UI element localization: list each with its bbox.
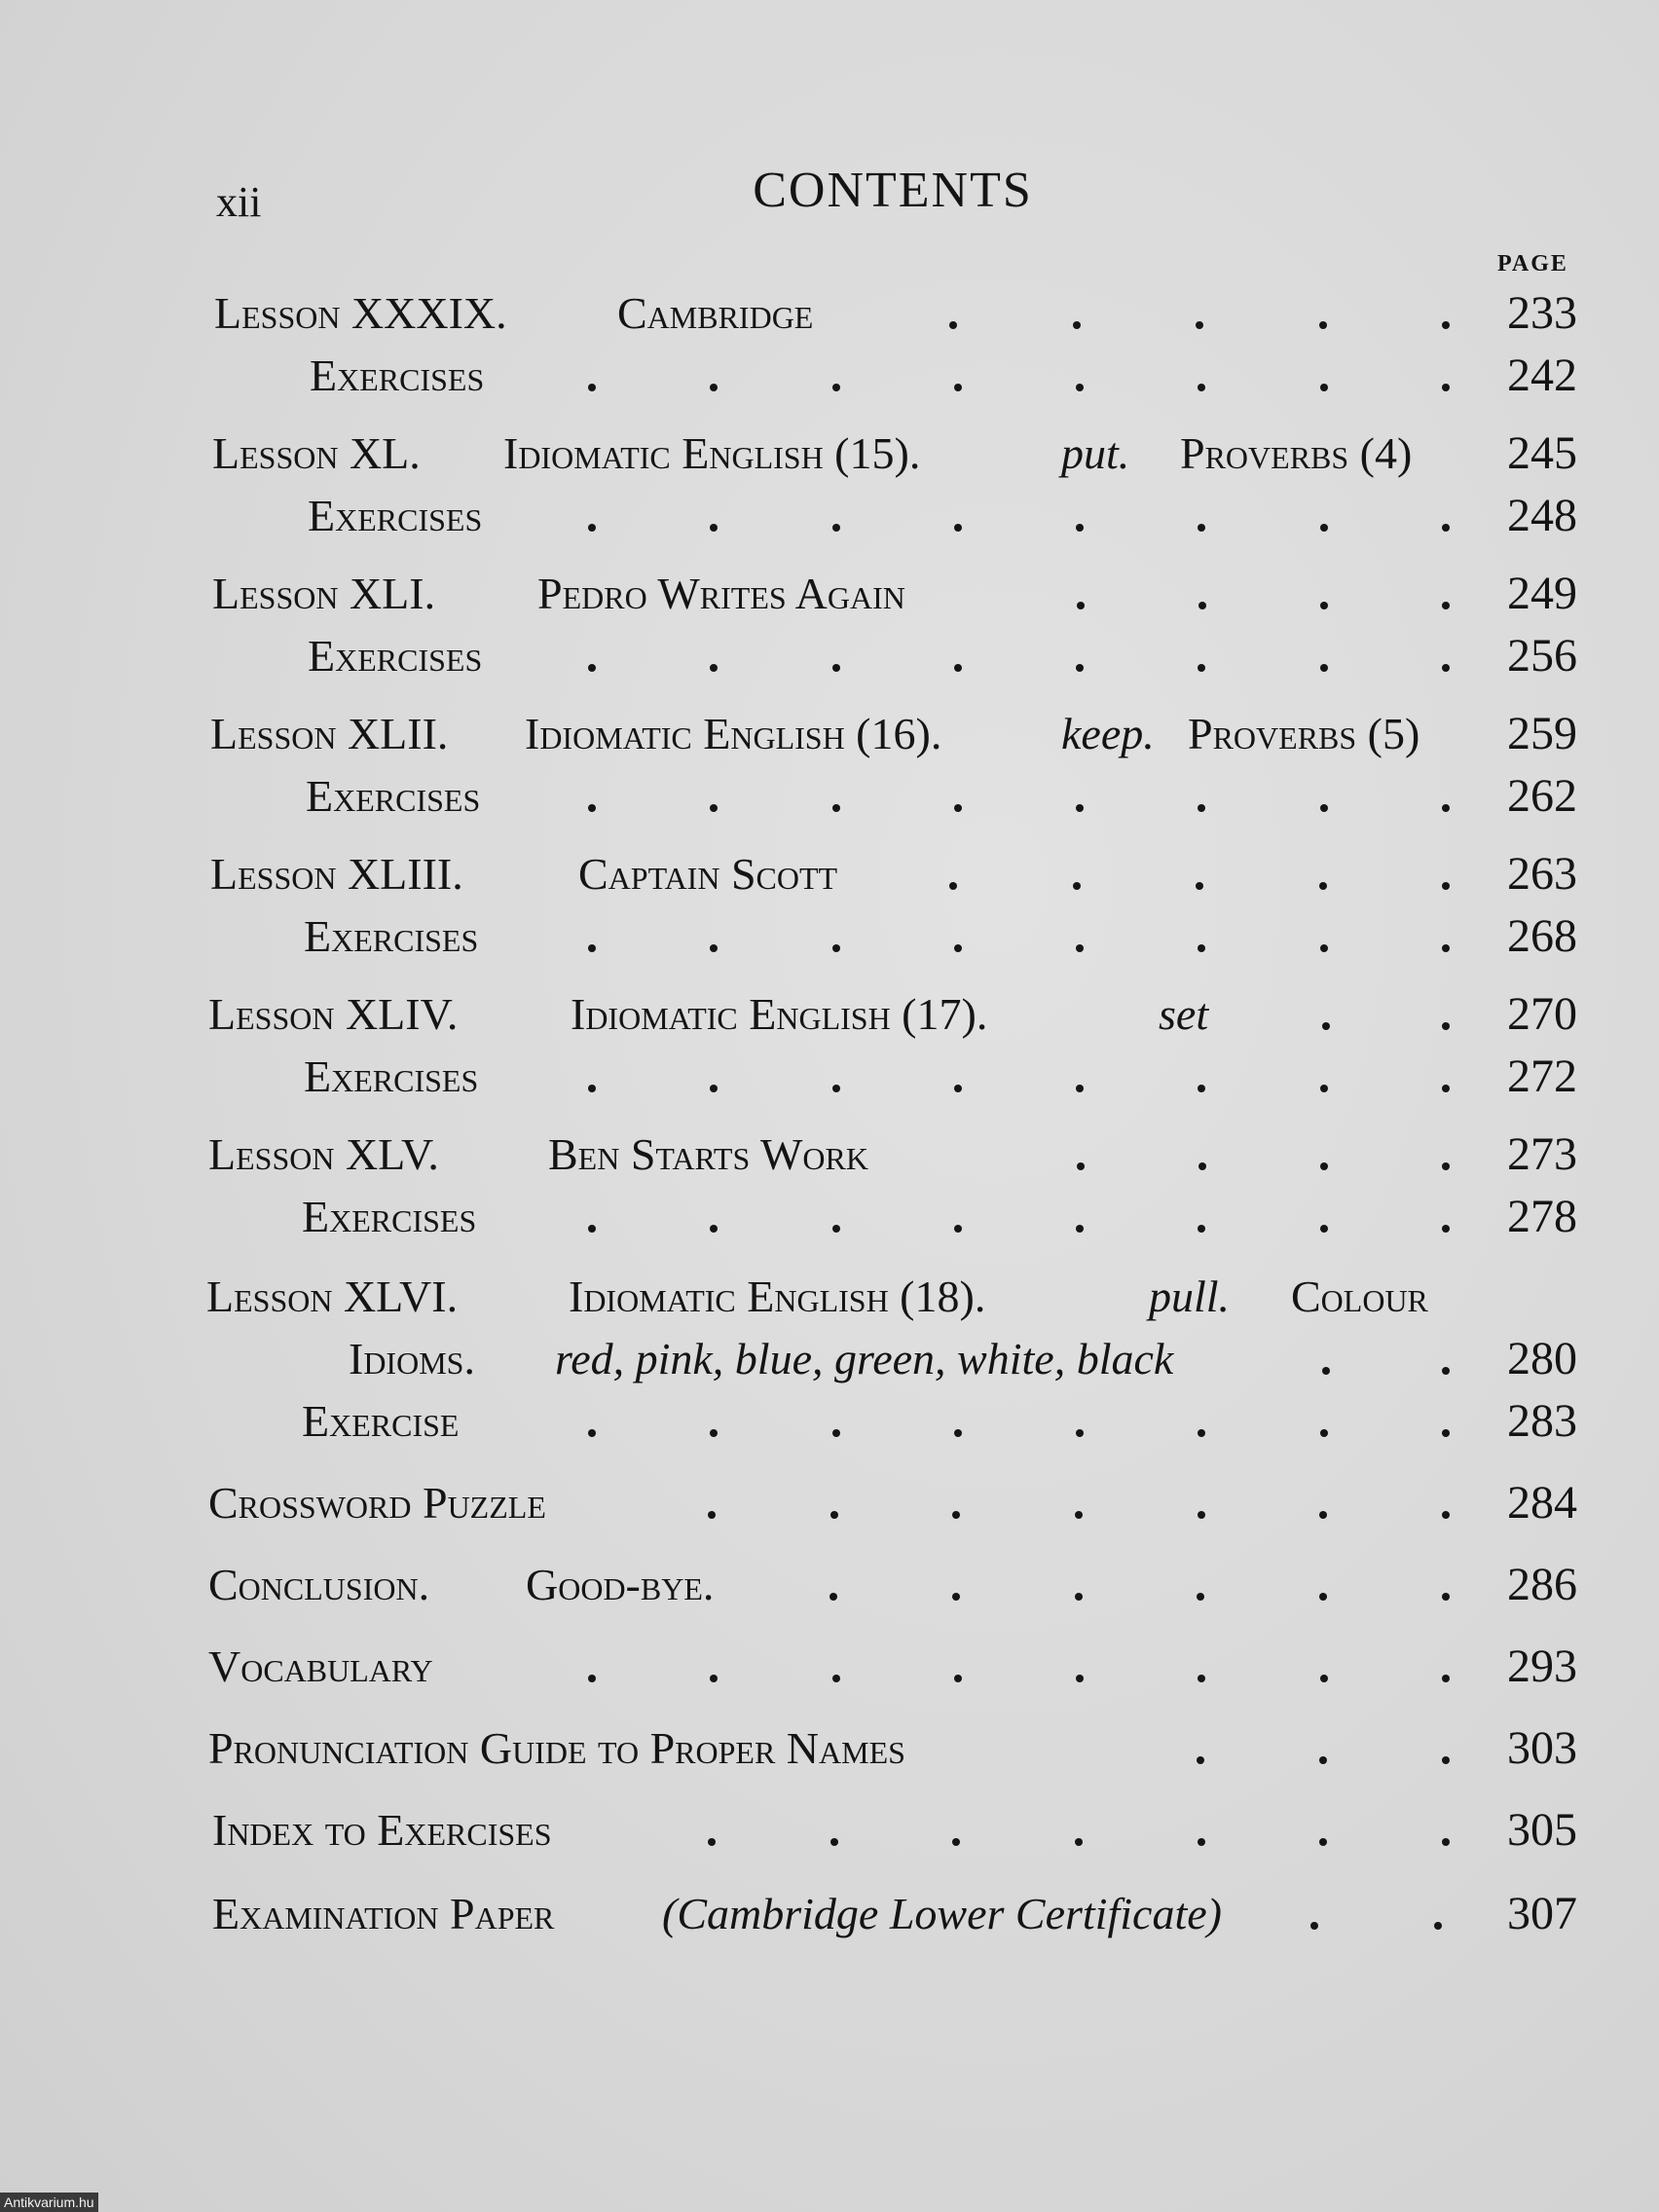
toc-entry-exercise [0, 1392, 1659, 1451]
dot-leader [588, 627, 1450, 685]
entry-title: Exercises [308, 491, 483, 540]
entry-lesson-number: Lesson XL. [212, 428, 421, 478]
dot-leader [1077, 1125, 1450, 1184]
toc-entry-exercises [0, 627, 1659, 685]
entry-lesson-number: Lesson XLVI. [206, 1272, 459, 1321]
entry-title: Examination Paper [212, 1889, 555, 1938]
entry-keyword: keep. [1061, 709, 1155, 758]
entry-lesson-number: Lesson XLI. [212, 569, 436, 618]
page-title: CONTENTS [753, 163, 1033, 218]
toc-entry-exercises [0, 767, 1659, 826]
dot-leader [588, 907, 1450, 966]
toc-entry-vocabulary [0, 1638, 1659, 1696]
dot-leader [588, 1188, 1450, 1246]
dot-leader [1310, 1885, 1442, 1943]
entry-page: 293 [1507, 1641, 1577, 1692]
toc-entry-lesson-46-continued [0, 1330, 1659, 1388]
entry-page: 259 [1507, 708, 1577, 759]
entry-title: Captain Scott [578, 849, 838, 899]
toc-entry-exercises [0, 487, 1659, 545]
entry-page: 248 [1507, 490, 1577, 541]
entry-page: 272 [1507, 1051, 1577, 1102]
entry-page: 307 [1507, 1888, 1577, 1939]
dot-leader [588, 1048, 1450, 1106]
page-column-label: PAGE [1497, 251, 1568, 276]
entry-title: Idiomatic English (17). [571, 989, 988, 1039]
entry-page: 242 [1507, 350, 1577, 401]
entry-lesson-number: Lesson XXXIX. [214, 288, 507, 338]
dot-leader [588, 1392, 1450, 1451]
toc-entry-lesson-42 [0, 705, 1659, 763]
entry-lesson-number: Lesson XLIV. [208, 989, 459, 1039]
toc-entry-examination [0, 1885, 1659, 1943]
dot-leader [830, 1556, 1450, 1614]
toc-entry-lesson-39 [0, 284, 1659, 343]
entry-page: 263 [1507, 848, 1577, 900]
toc-entry-lesson-44 [0, 985, 1659, 1044]
toc-entry-exercises [0, 907, 1659, 966]
entry-lesson-number: Lesson XLII. [210, 709, 449, 758]
entry-subtitle: (Cambridge Lower Certificate) [662, 1889, 1222, 1938]
toc-entry-exercises [0, 1048, 1659, 1106]
entry-page: 233 [1507, 287, 1577, 339]
watermark: Antikvarium.hu [0, 2193, 98, 2212]
entry-page: 278 [1507, 1191, 1577, 1242]
toc-entry-lesson-43 [0, 845, 1659, 903]
entry-page: 305 [1507, 1804, 1577, 1856]
dot-leader [949, 284, 1450, 343]
dot-leader [588, 347, 1450, 405]
dot-leader [949, 845, 1450, 903]
entry-subtitle: Proverbs (5) [1188, 709, 1420, 758]
toc-entry-lesson-40 [0, 424, 1659, 483]
entry-title: Ben Starts Work [548, 1129, 868, 1179]
entry-lesson-number: Lesson XLIII. [210, 849, 463, 899]
entry-keyword: red, pink, blue, green, white, black [555, 1334, 1174, 1383]
toc-entry-exercises [0, 347, 1659, 405]
entry-title: Exercises [304, 1051, 479, 1101]
entry-page: 283 [1507, 1395, 1577, 1447]
entry-page: 262 [1507, 770, 1577, 822]
toc-entry-pronunciation [0, 1719, 1659, 1778]
toc-entry-index [0, 1801, 1659, 1860]
entry-title: Exercises [308, 631, 483, 681]
entry-title: Idioms. [349, 1334, 475, 1383]
entry-subtitle: Good-bye. [526, 1560, 715, 1609]
entry-title: Exercises [306, 771, 481, 821]
dot-leader [588, 487, 1450, 545]
entry-title: Idiomatic English (15). [503, 428, 921, 478]
entry-subtitle: Colour [1291, 1272, 1428, 1321]
entry-page: 284 [1507, 1477, 1577, 1529]
entry-title: Pronunciation Guide to Proper Names [208, 1723, 905, 1773]
entry-lesson-number: Lesson XLV. [208, 1129, 439, 1179]
dot-leader [588, 767, 1450, 826]
toc-entry-lesson-45 [0, 1125, 1659, 1184]
entry-title: Index to Exercises [212, 1805, 552, 1855]
entry-title: Exercises [302, 1192, 477, 1241]
entry-title: Vocabulary [208, 1641, 433, 1691]
dot-leader [708, 1801, 1450, 1860]
entry-title: Pedro Writes Again [537, 569, 905, 618]
entry-title: Idiomatic English (18). [569, 1272, 986, 1321]
entry-title: Conclusion. [208, 1560, 430, 1609]
dot-leader [1322, 985, 1450, 1044]
entry-keyword: put. [1061, 428, 1130, 478]
entry-keyword: pull. [1149, 1272, 1231, 1321]
entry-subtitle: Proverbs (4) [1180, 428, 1413, 478]
entry-title: Exercise [302, 1396, 460, 1446]
entry-title: Cambridge [617, 288, 814, 338]
dot-leader [1322, 1330, 1450, 1388]
entry-title: Idiomatic English (16). [525, 709, 942, 758]
entry-page: 245 [1507, 427, 1577, 479]
entry-page: 249 [1507, 568, 1577, 619]
toc-entry-exercises [0, 1188, 1659, 1246]
entry-title: Exercises [304, 911, 479, 961]
page-number: xii [216, 178, 262, 226]
toc-entry-conclusion [0, 1556, 1659, 1614]
toc-entry-lesson-46 [0, 1268, 1659, 1326]
dot-leader [1077, 565, 1450, 623]
dot-leader [1197, 1719, 1450, 1778]
toc-entry-lesson-41 [0, 565, 1659, 623]
entry-title: Crossword Puzzle [208, 1478, 546, 1528]
dot-leader [588, 1638, 1450, 1696]
entry-page: 303 [1507, 1722, 1577, 1774]
entry-page: 273 [1507, 1128, 1577, 1180]
entry-page: 286 [1507, 1559, 1577, 1610]
entry-page: 280 [1507, 1333, 1577, 1384]
entry-page: 270 [1507, 988, 1577, 1040]
entry-keyword: set [1159, 989, 1209, 1039]
entry-title: Exercises [310, 350, 485, 400]
dot-leader [708, 1474, 1450, 1532]
toc-entry-crossword [0, 1474, 1659, 1532]
entry-page: 268 [1507, 910, 1577, 962]
entry-page: 256 [1507, 630, 1577, 682]
